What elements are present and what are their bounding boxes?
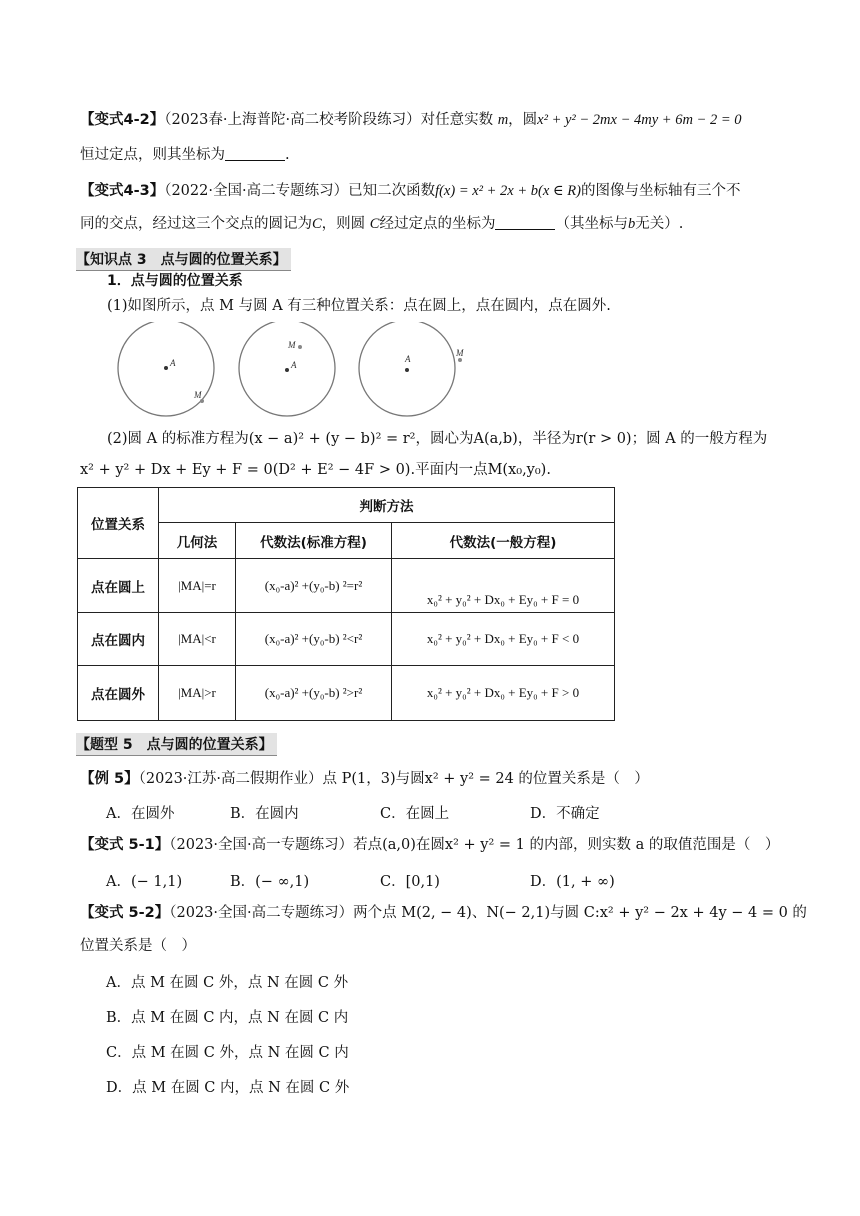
variant-4-3-line1: 【变式4-3】（2022·全国·高二专题练习）已知二次函数f(x) = x² + 2x + b(x ∈ R)的图像与坐标轴有三个不	[80, 183, 741, 199]
header-relation: 位置关系	[78, 488, 159, 559]
variant-4-2-line2: 恒过定点，则其坐标为 .	[80, 147, 290, 163]
example-5: 【例 5】（2023·江苏·高二假期作业）点 P(1，3)与圆x² + y² = 24 的位置关系是（ ）	[80, 771, 649, 787]
subheading-1: 1．点与圆的位置关系	[107, 273, 243, 289]
knowledge-point-3-heading: 【知识点 3 点与圆的位置关系】	[76, 248, 291, 270]
option-d[interactable]: D．不确定	[530, 806, 600, 822]
header-geo: 几何法	[159, 523, 236, 559]
option-d[interactable]: D．点 M 在圆 C 内，点 N 在圆 C 外	[106, 1080, 350, 1096]
option-a[interactable]: A．在圆外	[106, 806, 175, 822]
variant-5-1: 【变式 5-1】（2023·全国·高一专题练习）若点(a,0)在圆x² + y² = 1 的内部，则实数 a 的取值范围是（ ）	[80, 837, 780, 853]
answer-blank[interactable]	[225, 146, 285, 161]
header-method: 判断方法	[159, 488, 615, 523]
variant-5-2-line2: 位置关系是（ ）	[80, 938, 196, 954]
option-b[interactable]: B．在圆内	[230, 806, 299, 822]
label-a-1: A	[170, 358, 176, 368]
option-a[interactable]: A．点 M 在圆 C 外，点 N 在圆 C 外	[106, 975, 349, 991]
variant-4-2-line1: 【变式4-2】（2023春·上海普陀·高二校考阶段练习）对任意实数 m，圆x² + y² − 2mx − 4my + 6m − 2 = 0	[80, 112, 742, 128]
label-a-2: A	[291, 360, 297, 370]
label-m-1: M	[194, 390, 202, 400]
variant-4-3-line2: 同的交点，经过这三个交点的圆记为C，则圆 C经过定点的坐标为 （其坐标与b无关）.	[80, 216, 684, 232]
label-m-2: M	[288, 340, 296, 350]
paragraph-2a: (2)圆 A 的标准方程为(x − a)² + (y − b)² = r²，圆心为A(a,b)，半径为r(r > 0)；圆 A 的一般方程为	[107, 431, 768, 447]
point-m-2	[298, 345, 302, 349]
table-row: 点在圆外 |MA|>r (x₀-a)² +(y₀-b) ²>r² x₀² + y₀² + Dx₀ + Ey₀ + F > 0	[78, 666, 615, 721]
position-relation-table	[77, 487, 615, 721]
paragraph-1: (1)如图所示，点 M 与圆 A 有三种位置关系：点在圆上，点在圆内，点在圆外.	[107, 298, 611, 314]
center-a-2	[285, 368, 289, 372]
header-gen: 代数法(一般方程)	[392, 523, 615, 559]
paragraph-2b: x² + y² + Dx + Ey + F = 0(D² + E² − 4F > 0).平面内一点M(x₀,y₀).	[80, 462, 551, 478]
answer-blank[interactable]	[495, 215, 555, 230]
label-m-3: M	[456, 348, 464, 358]
header-std: 代数法(标准方程)	[236, 523, 392, 559]
option-d[interactable]: D．(1, + ∞)	[530, 874, 615, 890]
option-c[interactable]: C．在圆上	[380, 806, 450, 822]
point-m-3	[458, 358, 462, 362]
option-b[interactable]: B．点 M 在圆 C 内，点 N 在圆 C 内	[106, 1010, 349, 1026]
circle-position-figure	[110, 322, 480, 418]
option-a[interactable]: A．(− 1,1)	[106, 874, 183, 890]
center-a-1	[164, 366, 168, 370]
table-row: 点在圆上 |MA|=r (x₀-a)² +(y₀-b) ²=r² x₀² + y₀² + Dx₀ + Ey₀ + F = 0	[78, 559, 615, 613]
option-b[interactable]: B．(− ∞,1)	[230, 874, 310, 890]
center-a-3	[405, 368, 409, 372]
type-5-heading: 【题型 5 点与圆的位置关系】	[76, 733, 277, 755]
table-row: 点在圆内 |MA|<r (x₀-a)² +(y₀-b) ²<r² x₀² + y₀² + Dx₀ + Ey₀ + F < 0	[78, 613, 615, 666]
label-a-3: A	[405, 354, 411, 364]
option-c[interactable]: C．[0,1)	[380, 874, 440, 890]
option-c[interactable]: C．点 M 在圆 C 外，点 N 在圆 C 内	[106, 1045, 349, 1061]
variant-5-2-line1: 【变式 5-2】（2023·全国·高二专题练习）两个点 M(2, − 4)、N(− 2,1)与圆 C:x² + y² − 2x + 4y − 4 = 0 的	[80, 905, 807, 921]
